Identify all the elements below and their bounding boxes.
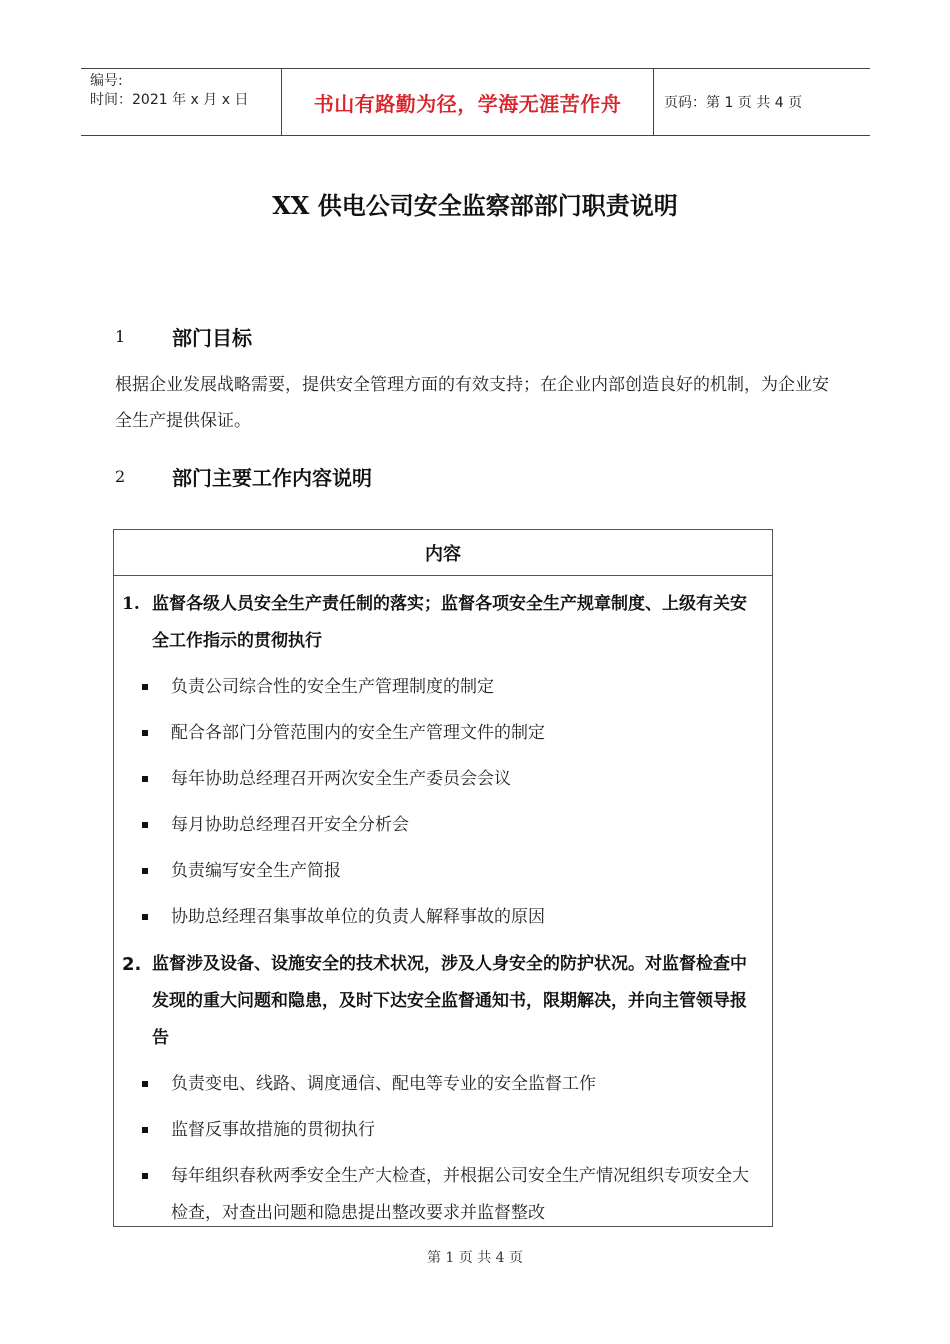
square-bullet-icon [140, 853, 171, 890]
objective-paragraph: 根据企业发展战略需要，提供安全管理方面的有效支持；在企业内部创造良好的机制，为企业安全生产提供保证。 [115, 375, 829, 431]
section-heading-2 [115, 462, 835, 491]
list-item-text: 配合各部门分管范围内的安全生产管理文件的制定 [171, 723, 545, 743]
list-item [114, 807, 772, 844]
list-item [114, 1158, 772, 1232]
list-item [114, 761, 772, 798]
square-bullet-icon [140, 1158, 171, 1232]
duty-item [114, 576, 772, 660]
list-item [114, 899, 772, 936]
square-bullet-icon [140, 1112, 171, 1149]
page-footer: 第 1 页 共 4 页 [426, 1250, 524, 1266]
duties-table [113, 529, 773, 1227]
section-heading-1 [115, 322, 835, 351]
list-item-text: 负责公司综合性的安全生产管理制度的制定 [171, 677, 494, 697]
number-label: 编号: [90, 73, 123, 89]
square-bullet-icon [140, 899, 171, 936]
square-bullet-icon [140, 807, 171, 844]
list-item [114, 1066, 772, 1103]
duty-number: 2. [122, 954, 142, 975]
square-bullet-icon [140, 1066, 171, 1103]
section-title: 部门主要工作内容说明 [172, 466, 372, 490]
header-page-label: 页码：第 1 页 共 4 页 [664, 95, 803, 111]
list-item-text: 每年协助总经理召开两次安全生产委员会会议 [171, 769, 511, 789]
table-header: 内容 [114, 530, 772, 576]
square-bullet-icon [140, 669, 171, 706]
square-bullet-icon [140, 715, 171, 752]
page-header [81, 68, 870, 136]
list-item-text: 负责编写安全生产简报 [171, 861, 341, 881]
duty-item [114, 936, 772, 1057]
section-number: 2 [115, 467, 126, 486]
section-number: 1 [115, 327, 126, 346]
duty-text: 监督各级人员安全生产责任制的落实；监督各项安全生产规章制度、上级有关安全工作指示的贯彻执行 [152, 594, 747, 651]
list-item [114, 1112, 772, 1149]
time-label: 时间：2021 年 x 月 x 日 [90, 92, 249, 108]
square-bullet-icon [140, 761, 171, 798]
duty-number: 1. [122, 594, 140, 614]
list-item-text: 每月协助总经理召开安全分析会 [171, 815, 409, 835]
duty-text: 监督涉及设备、设施安全的技术状况，涉及人身安全的防护状况。对监督检查中发现的重大问题和隐患，及时下达安全监督通知书，限期解决，并向主管领导报告 [152, 954, 747, 1048]
list-item [114, 669, 772, 706]
list-item [114, 853, 772, 890]
header-meta [81, 69, 282, 135]
list-item-text: 监督反事故措施的贯彻执行 [171, 1120, 375, 1140]
header-motto: 书山有路勤为径，学海无涯苦作舟 [282, 69, 654, 135]
list-item-text: 协助总经理召集事故单位的负责人解释事故的原因 [171, 907, 545, 927]
section-title: 部门目标 [172, 326, 252, 350]
list-item-text: 负责变电、线路、调度通信、配电等专业的安全监督工作 [171, 1074, 596, 1094]
list-item [114, 715, 772, 752]
list-item-text: 每年组织春秋两季安全生产大检查，并根据公司安全生产情况组织专项安全大检查，对查出问题和隐患提出整改要求并监督整改 [171, 1166, 749, 1223]
document-title: XX 供电公司安全监察部部门职责说明 [272, 191, 678, 220]
